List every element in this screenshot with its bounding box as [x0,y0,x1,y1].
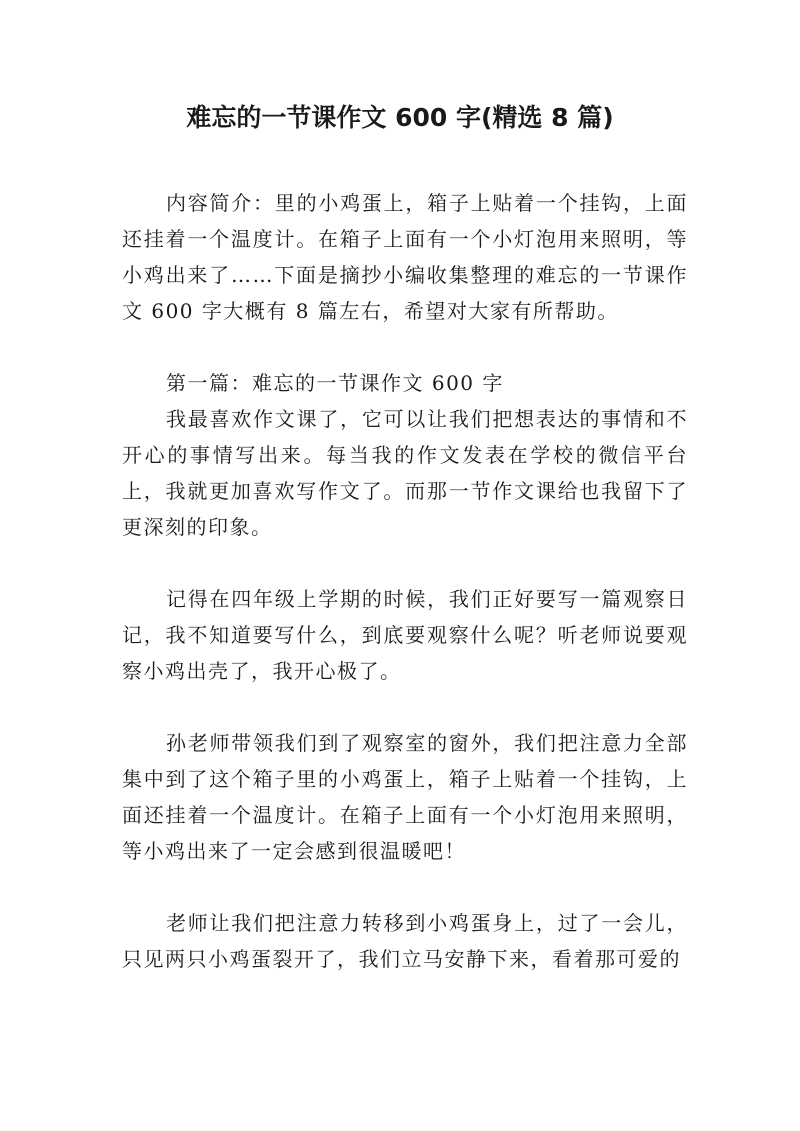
body-paragraph-3: 孙老师带领我们到了观察室的窗外，我们把注意力全部集中到了这个箱子里的小鸡蛋上，箱子上贴着一个挂钩，上面还挂着一个温度计。在箱子上面有一个小灯泡用来照明，等小鸡出来了一定会感到很温暖吧！ [122,731,688,863]
body-paragraph-4: 老师让我们把注意力转移到小鸡蛋身上，过了一会儿，只见两只小鸡蛋裂开了，我们立马安静下来，看着那可爱的 [122,911,688,971]
paragraph-gap [122,329,688,365]
body-paragraph-2: 记得在四年级上学期的时候，我们正好要写一篇观察日记，我不知道要写什么，到底要观察什么呢？听老师说要观察小鸡出壳了，我开心极了。 [122,587,688,683]
paragraph-gap [122,869,688,905]
body-paragraph-1: 我最喜欢作文课了，它可以让我们把想表达的事情和不开心的事情写出来。每当我的作文发表在学校的微信平台上，我就更加喜欢写作文了。而那一节作文课给也我留下了更深刻的印象。 [122,407,688,539]
document-body [122,185,688,977]
paragraph-gap [122,545,688,581]
summary-paragraph: 内容简介：里的小鸡蛋上，箱子上贴着一个挂钩，上面还挂着一个温度计。在箱子上面有一个小灯泡用来照明，等小鸡出来了……下面是摘抄小编收集整理的难忘的一节课作文 600 字大概有 8 篇左右，希望对大家有所帮助。 [122,191,688,323]
paragraph-gap [122,689,688,725]
document-title: 难忘的一节课作文 600 字(精选 8 篇) [186,103,614,132]
section-heading: 第一篇：难忘的一节课作文 600 字 [166,371,504,395]
